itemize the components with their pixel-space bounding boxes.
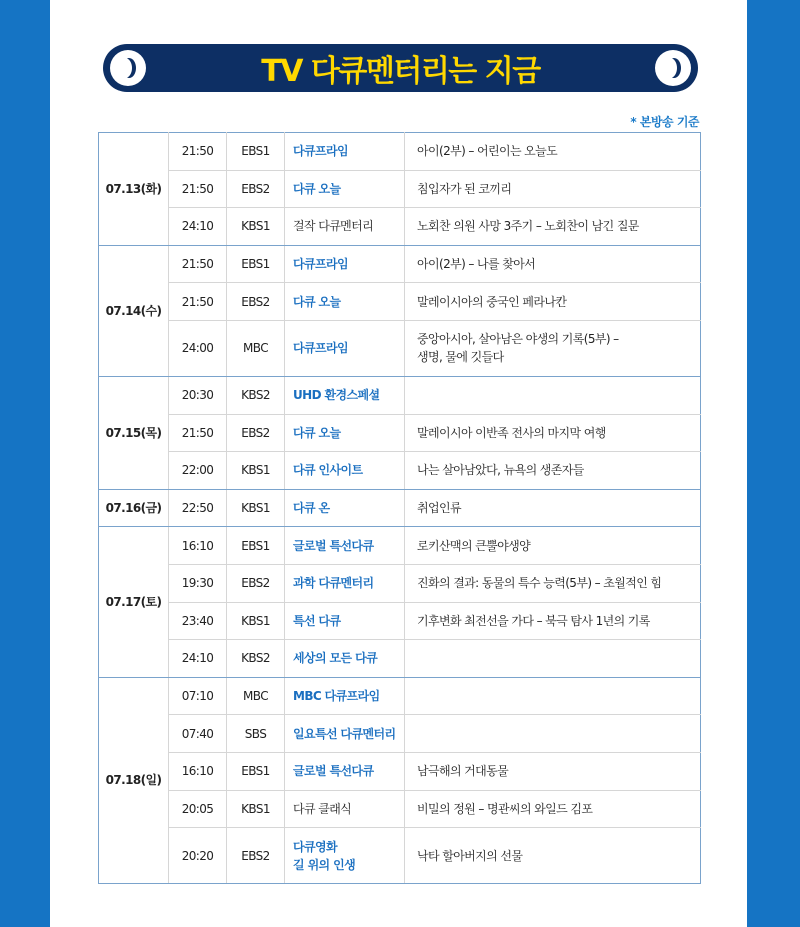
time-cell: 21:50: [169, 170, 227, 208]
program-cell: [285, 414, 405, 452]
schedule-row: [99, 133, 701, 171]
episode-cell: [405, 376, 701, 414]
program-title: 다큐프라임: [293, 341, 348, 356]
date-cell: 07.15(목): [99, 376, 169, 489]
channel-cell: EBS1: [227, 133, 285, 171]
schedule-row: [99, 790, 701, 828]
program-title: 다큐영화: [293, 839, 337, 854]
channel-cell: KBS2: [227, 376, 285, 414]
title-banner: [103, 44, 698, 92]
time-cell: 23:40: [169, 602, 227, 640]
program-title: 과학 다큐멘터리: [293, 576, 374, 591]
episode-cell: [405, 677, 701, 715]
episode-title: 말레이시아 이반족 전사의 마지막 여행: [417, 425, 606, 440]
time-cell: 21:50: [169, 414, 227, 452]
schedule-row: [99, 640, 701, 678]
program-cell: [285, 564, 405, 602]
episode-title: 로키산맥의 큰뿔야생양: [417, 538, 531, 553]
channel-cell: KBS1: [227, 602, 285, 640]
episode-title: 중앙아시아, 살아남은 야생의 기록(5부) –: [417, 332, 619, 347]
time-cell: 07:10: [169, 677, 227, 715]
episode-title: 말레이시아의 중국인 페라나칸: [417, 294, 567, 309]
broadcast-note: * 본방송 기준: [630, 115, 699, 129]
schedule-row: [99, 828, 701, 884]
date-cell: 07.17(토): [99, 527, 169, 677]
program-title: 다큐 오늘: [293, 425, 341, 440]
episode-title: 아이(2부) – 나를 찾아서: [417, 257, 536, 272]
episode-cell: [405, 640, 701, 678]
schedule-row: [99, 320, 701, 376]
program-title: 특선 다큐: [293, 613, 341, 628]
date-cell: 07.18(일): [99, 677, 169, 883]
time-cell: 21:50: [169, 133, 227, 171]
time-cell: 20:20: [169, 828, 227, 884]
episode-cell: [405, 133, 701, 171]
channel-cell: KBS2: [227, 640, 285, 678]
channel-cell: EBS2: [227, 170, 285, 208]
episode-cell: [405, 414, 701, 452]
page-title: TV 다큐멘터리는 지금: [261, 54, 540, 89]
schedule-row: [99, 283, 701, 321]
date-cell: 07.16(금): [99, 489, 169, 527]
time-cell: 21:50: [169, 245, 227, 283]
time-cell: 22:00: [169, 452, 227, 490]
program-title: 다큐 클래식: [293, 801, 352, 816]
episode-title: 아이(2부) – 어린이는 오늘도: [417, 144, 558, 159]
program-cell: [285, 320, 405, 376]
schedule-row: [99, 602, 701, 640]
channel-cell: EBS1: [227, 245, 285, 283]
channel-cell: KBS1: [227, 489, 285, 527]
episode-title: 기후변화 최전선을 가다 – 북극 탐사 1년의 기록: [417, 613, 650, 628]
program-cell: [285, 170, 405, 208]
episode-title: 낙타 할아버지의 선물: [417, 848, 523, 863]
schedule-row: [99, 677, 701, 715]
program-cell: [285, 602, 405, 640]
channel-cell: EBS1: [227, 527, 285, 565]
episode-title: 진화의 결과: 동물의 특수 능력(5부) – 초월적인 힘: [417, 576, 662, 591]
episode-title: 침입자가 된 코끼리: [417, 181, 512, 196]
schedule-row: [99, 170, 701, 208]
channel-cell: KBS1: [227, 790, 285, 828]
episode-title: 나는 살아남았다, 뉴욕의 생존자들: [417, 463, 584, 478]
channel-cell: MBC: [227, 677, 285, 715]
channel-cell: MBC: [227, 320, 285, 376]
time-cell: 20:30: [169, 376, 227, 414]
date-cell: 07.13(화): [99, 133, 169, 246]
time-cell: 24:10: [169, 208, 227, 246]
schedule-row: [99, 527, 701, 565]
program-title: 다큐 인사이트: [293, 463, 363, 478]
program-cell: [285, 677, 405, 715]
time-cell: 07:40: [169, 715, 227, 753]
program-title: 세상의 모든 다큐: [293, 651, 378, 666]
program-cell: [285, 790, 405, 828]
time-cell: 24:00: [169, 320, 227, 376]
episode-cell: [405, 564, 701, 602]
channel-cell: KBS1: [227, 452, 285, 490]
schedule-row: [99, 752, 701, 790]
time-cell: 16:10: [169, 527, 227, 565]
schedule-row: [99, 208, 701, 246]
program-cell: [285, 245, 405, 283]
program-cell: [285, 133, 405, 171]
program-title: 다큐 오늘: [293, 294, 341, 309]
episode-cell: [405, 170, 701, 208]
schedule-table: [98, 132, 701, 884]
program-title: 다큐프라임: [293, 144, 348, 159]
episode-cell: [405, 828, 701, 884]
schedule-row: [99, 376, 701, 414]
episode-cell: [405, 283, 701, 321]
schedule-row: [99, 452, 701, 490]
schedule-row: [99, 245, 701, 283]
program-cell: [285, 640, 405, 678]
time-cell: 19:30: [169, 564, 227, 602]
episode-cell: [405, 527, 701, 565]
schedule-row: [99, 564, 701, 602]
channel-cell: EBS2: [227, 283, 285, 321]
date-cell: 07.14(수): [99, 245, 169, 376]
schedule-row: [99, 489, 701, 527]
channel-cell: SBS: [227, 715, 285, 753]
episode-cell: [405, 452, 701, 490]
episode-cell: [405, 208, 701, 246]
episode-cell: [405, 715, 701, 753]
program-title: UHD 환경스페셜: [293, 388, 380, 403]
schedule-row: [99, 414, 701, 452]
program-title: 걸작 다큐멘터리: [293, 219, 374, 234]
episode-cell: [405, 602, 701, 640]
program-cell: [285, 752, 405, 790]
time-cell: 16:10: [169, 752, 227, 790]
episode-title: 비밀의 정원 – 명관씨의 와일드 김포: [417, 801, 593, 816]
program-title-line2: 길 위의 인생: [293, 857, 356, 872]
program-cell: [285, 452, 405, 490]
program-cell: [285, 283, 405, 321]
episode-title: 취업인류: [417, 501, 461, 516]
episode-cell: [405, 790, 701, 828]
episode-title: 노회찬 의원 사망 3주기 – 노회찬이 남긴 질문: [417, 219, 639, 234]
channel-cell: EBS2: [227, 564, 285, 602]
channel-cell: KBS1: [227, 208, 285, 246]
program-cell: [285, 715, 405, 753]
program-cell: [285, 208, 405, 246]
time-cell: 20:05: [169, 790, 227, 828]
crescent-moon-icon: [110, 50, 146, 86]
episode-cell: [405, 752, 701, 790]
channel-cell: EBS1: [227, 752, 285, 790]
time-cell: 21:50: [169, 283, 227, 321]
program-title: 다큐 오늘: [293, 181, 341, 196]
episode-title: 남극해의 거대동물: [417, 764, 509, 779]
program-cell: [285, 527, 405, 565]
time-cell: 22:50: [169, 489, 227, 527]
schedule-row: [99, 715, 701, 753]
program-cell: [285, 376, 405, 414]
program-title: 글로벌 특선다큐: [293, 538, 374, 553]
episode-cell: [405, 245, 701, 283]
program-cell: [285, 828, 405, 884]
program-cell: [285, 489, 405, 527]
program-title: 다큐프라임: [293, 257, 348, 272]
episode-cell: [405, 489, 701, 527]
channel-cell: EBS2: [227, 828, 285, 884]
episode-cell: [405, 320, 701, 376]
program-title: 일요특선 다큐멘터리: [293, 726, 396, 741]
program-title: MBC 다큐프라임: [293, 689, 380, 704]
channel-cell: EBS2: [227, 414, 285, 452]
time-cell: 24:10: [169, 640, 227, 678]
program-title: 글로벌 특선다큐: [293, 764, 374, 779]
crescent-moon-icon: [655, 50, 691, 86]
program-title: 다큐 온: [293, 501, 330, 516]
episode-title-line2: 생명, 물에 깃들다: [417, 350, 504, 365]
